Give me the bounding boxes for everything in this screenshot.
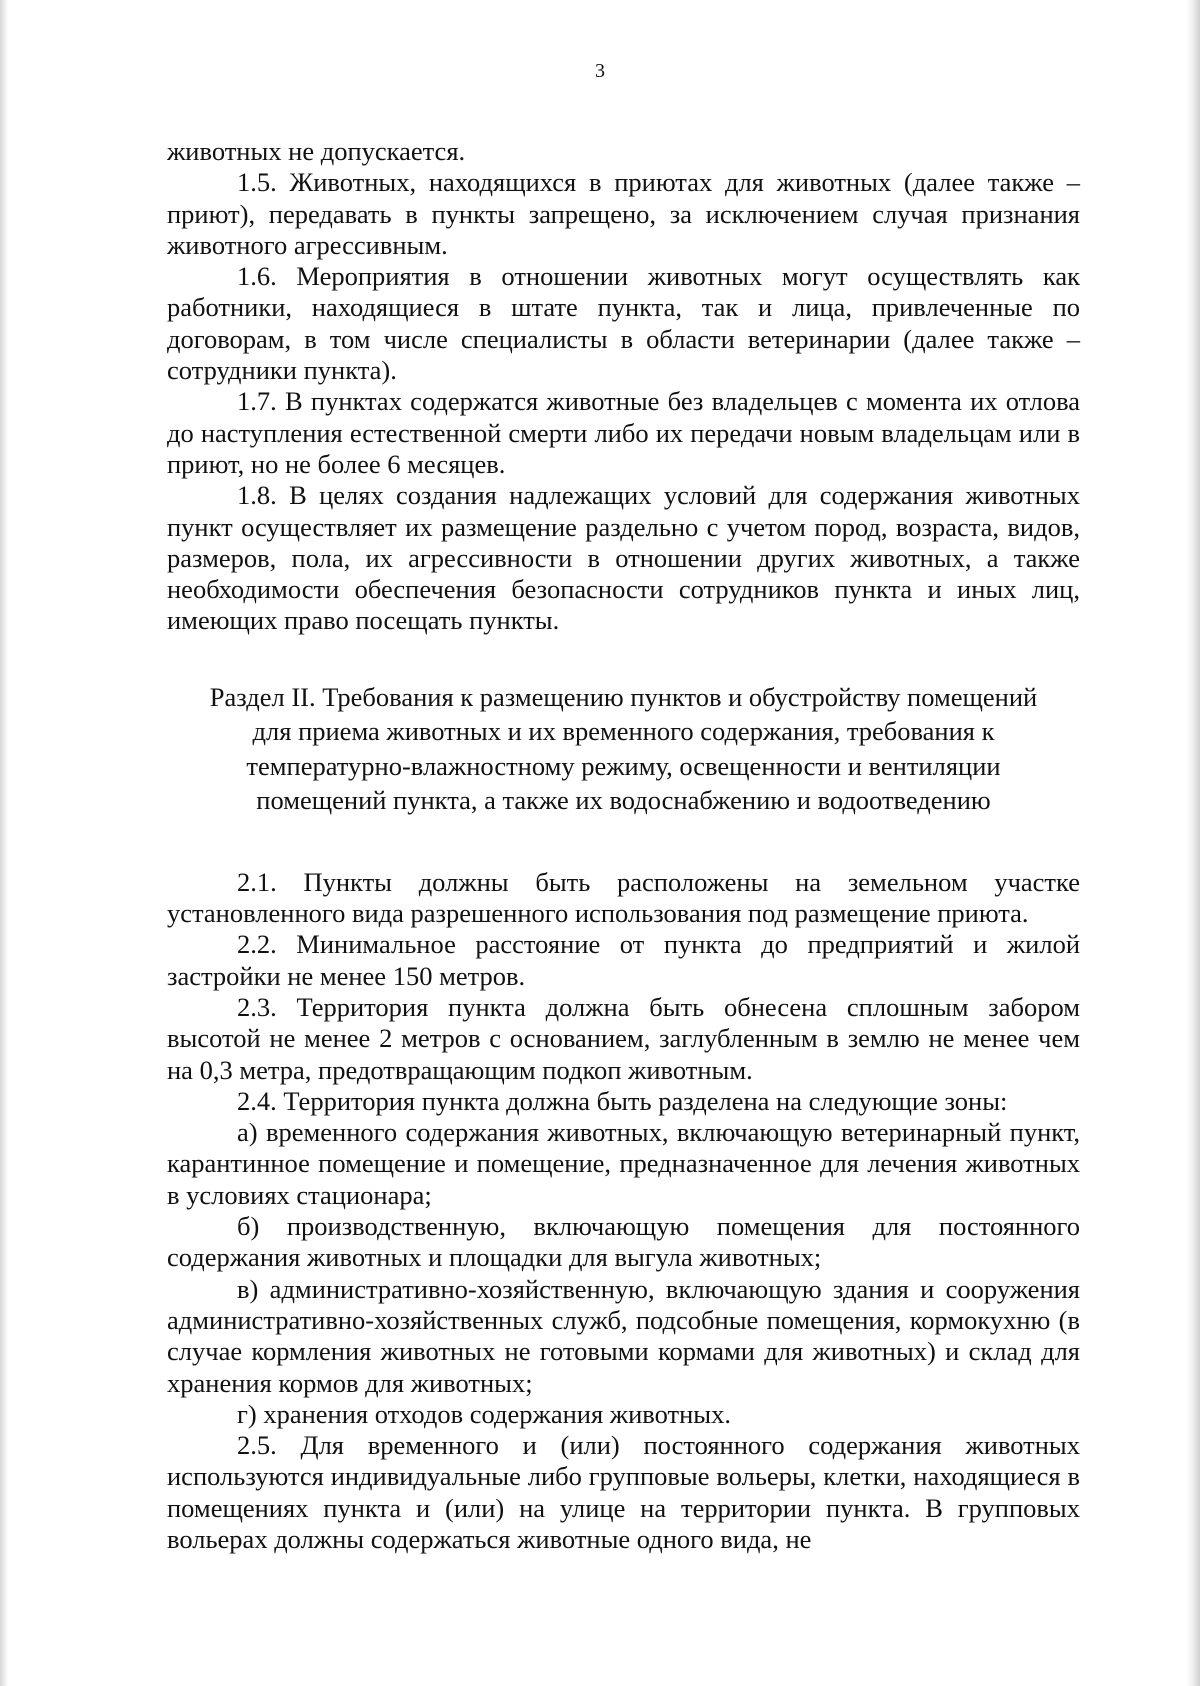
paragraph-2-3: 2.3. Территория пункта должна быть обнесена сплошным забором высотой не менее 2 метров с основанием, заглубленным в землю не менее чем на 0,3 метра, предотвращающим подкоп животным. — [167, 991, 1080, 1085]
paragraph-1-7: 1.7. В пунктах содержатся животные без владельцев с момента их отлова до наступления естественной смерти либо их передачи новым владельцам или в приют, но не более 6 месяцев. — [167, 386, 1080, 479]
document-body — [167, 136, 1080, 1555]
section-title-line: для приема животных и их временного содержания, требования к — [252, 716, 995, 747]
paragraph-2-4-g: г) хранения отходов содержания животных. — [237, 1398, 731, 1429]
paragraph-1-5: 1.5. Животных, находящихся в приютах для животных (далее также – приют), передавать в пункты запрещено, за исключением случая признания животного агрессивным. — [167, 167, 1080, 260]
paragraph-2-1: 2.1. Пункты должны быть расположены на земельном участке установленного вида разрешенного использования под размещение приюта. — [167, 866, 1080, 929]
section-title — [167, 680, 1080, 818]
section-title-line: Раздел II. Требования к размещению пунктов и обустройству помещений — [209, 681, 1038, 712]
section-title-line: помещений пункта, а также их водоснабжению и водоотведению — [256, 785, 991, 816]
paragraph-2-4-b: б) производственную, включающую помещения для постоянного содержания животных и площадки для выгула животных; — [167, 1211, 1080, 1273]
paragraph-2-5: 2.5. Для временного и (или) постоянного содержания животных используются индивидуальные либо групповые вольеры, клетки, находящиеся в помещениях пункта и (или) на улице на территории пункта. В групповых вольерах должны содержаться животные одного вида, не — [167, 1430, 1080, 1554]
paragraph-2-4: 2.4. Территория пункта должна быть разделена на следующие зоны: — [237, 1085, 1008, 1116]
paragraph-continuation: животных не допускается. — [167, 136, 466, 166]
paragraph-1-6: 1.6. Мероприятия в отношении животных могут осуществлять как работники, находящиеся в штате пункта, так и лица, привлеченные по договорам, в том числе специалисты в области ветеринарии (далее также – сотрудники пункта). — [167, 261, 1080, 386]
paragraph-2-2: 2.2. Минимальное расстояние от пункта до предприятий и жилой застройки не менее 150 метров. — [167, 929, 1080, 991]
section-title-line: температурно-влажностному режиму, освещенности и вентиляции — [246, 750, 1001, 781]
scan-edge-right — [1186, 0, 1200, 1686]
paragraph-2-4-a: а) временного содержания животных, включающую ветеринарный пункт, карантинное помещение и помещение, предназначенное для лечения животных в условиях стационара; — [167, 1117, 1080, 1210]
paragraph-2-4-v: в) административно-хозяйственную, включающую здания и сооружения административно-хозяйственных служб, подсобные помещения, кормокухню (в случае кормления животных не готовыми кормами для животных) и склад для хранения кормов для животных; — [167, 1273, 1080, 1398]
paragraph-1-8: 1.8. В целях создания надлежащих условий для содержания животных пункт осуществляет их размещение раздельно с учетом пород, возраста, видов, размеров, пола, их агрессивности в отношении других животных, а также необходимости обеспечения безопасности сотрудников пункта и иных лиц, имеющих право посещать пункты. — [167, 480, 1080, 636]
page-number: 3 — [595, 60, 605, 82]
scan-edge-left — [0, 0, 8, 1686]
